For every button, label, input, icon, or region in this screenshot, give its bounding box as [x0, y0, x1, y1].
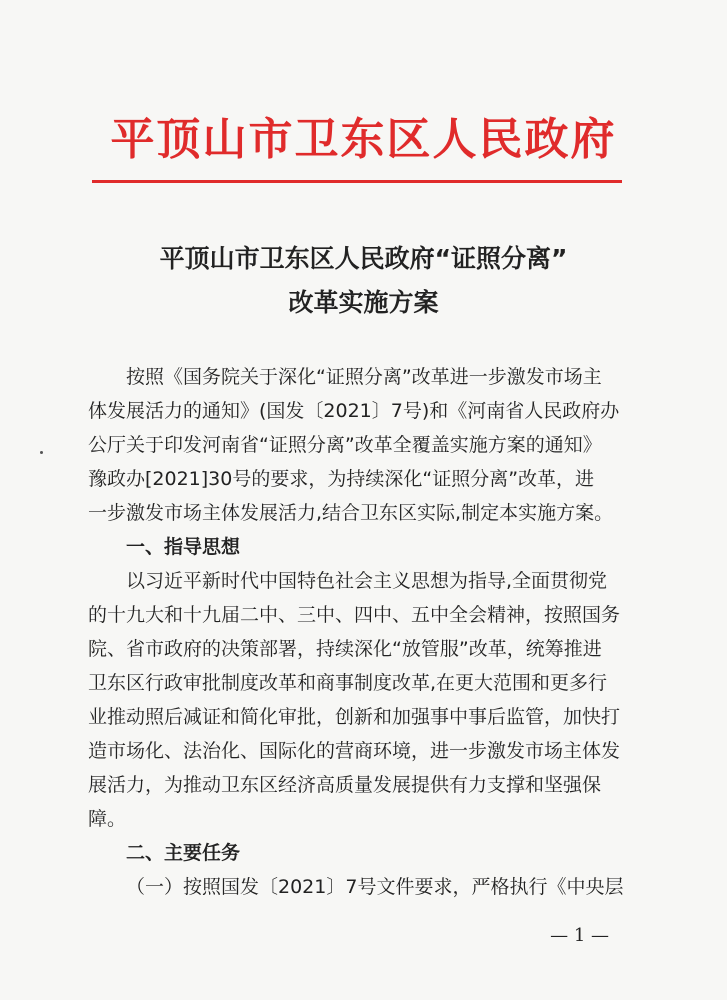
- page-number: [0, 925, 727, 946]
- body-line: 院、省市政府的决策部署，持续深化“放管服”改革，统筹推进: [88, 638, 602, 660]
- section-1-heading: 一、指导思想: [126, 536, 241, 558]
- section-2-heading: 二、主要任务: [126, 842, 241, 864]
- document-title: [0, 237, 727, 325]
- body-line: 展活力，为推动卫东区经济高质量发展提供有力支撑和坚强保: [88, 774, 602, 796]
- document-title-line-2: 改革实施方案: [288, 288, 439, 317]
- page-number-text: — 1 —: [550, 925, 609, 946]
- intro-paragraph: [88, 360, 628, 530]
- scan-speck: [40, 451, 43, 454]
- document-body: [88, 360, 628, 904]
- body-line: 体发展活力的通知》(国发〔2021〕7号)和《河南省人民政府办: [88, 400, 620, 422]
- body-line: 造市场化、法治化、国际化的营商环境，进一步激发市场主体发: [88, 740, 621, 762]
- body-line: 豫政办[2021]30号的要求，为持续深化“证照分离”改革，进: [88, 468, 595, 490]
- document-title-line-1: 平顶山市卫东区人民政府“证照分离”: [159, 244, 568, 273]
- body-line: 业推动照后减证和简化审批，创新和加强事中事后监管，加快打: [88, 706, 621, 728]
- body-line: 卫东区行政审批制度改革和商事制度改革,在更大范围和更多行: [88, 672, 608, 694]
- issuing-authority-header: 平顶山市卫东区人民政府: [110, 114, 617, 165]
- red-header-rule: [92, 180, 622, 183]
- body-line: 一步激发市场主体发展活力,结合卫东区实际,制定本实施方案。: [88, 502, 614, 524]
- body-line: （一）按照国发〔2021〕7号文件要求，严格执行《中央层: [126, 876, 624, 898]
- section-1: [88, 530, 628, 836]
- body-line: 的十九大和十九届二中、三中、四中、五中全会精神，按照国务: [88, 604, 621, 626]
- body-line: 以习近平新时代中国特色社会主义思想为指导,全面贯彻党: [126, 570, 608, 592]
- body-line: 按照《国务院关于深化“证照分离”改革进一步激发市场主: [126, 366, 602, 388]
- section-2: [88, 836, 628, 904]
- body-line: 公厅关于印发河南省“证照分离”改革全覆盖实施方案的通知》: [88, 434, 602, 456]
- body-line: 障。: [88, 808, 127, 830]
